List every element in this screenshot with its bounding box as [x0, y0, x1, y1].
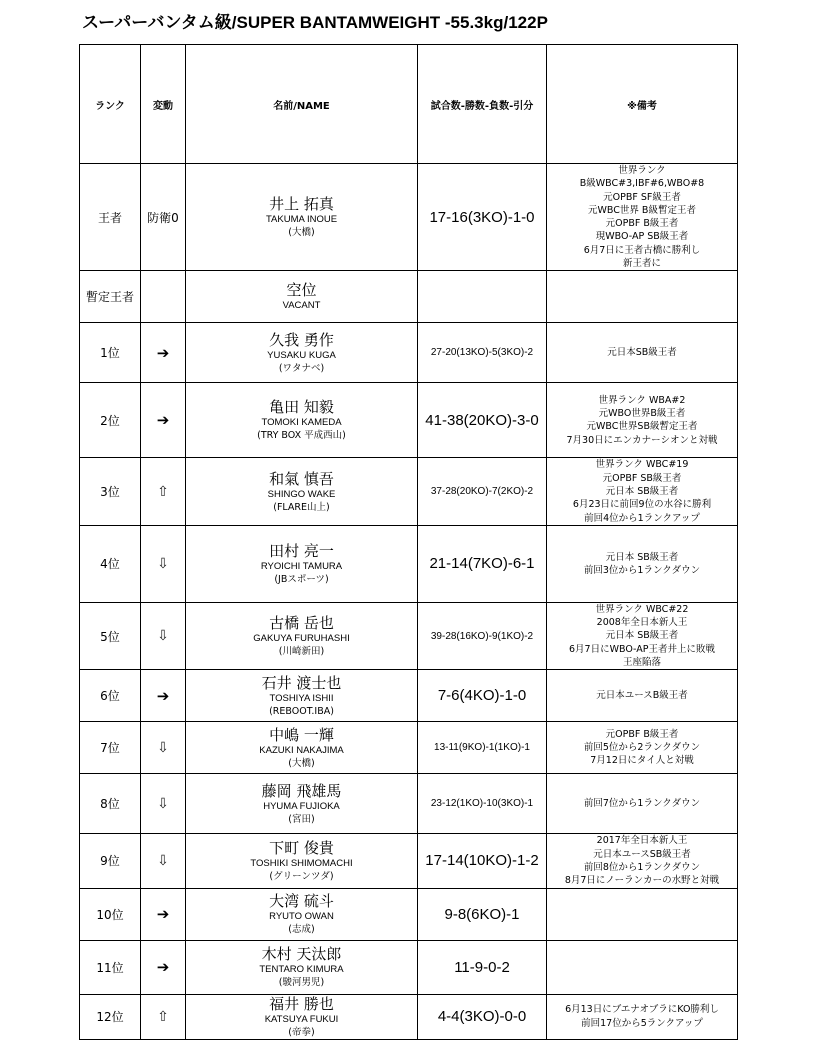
boxer-name-jp: 中嶋 一輝 [269, 725, 334, 744]
change-cell [141, 722, 186, 774]
note-line: 前回17位から5ランクアップ [581, 1017, 703, 1029]
header-change: 変動 [141, 45, 186, 164]
table-row [80, 940, 738, 994]
note-line: 2008年全日本新人王 [596, 617, 688, 629]
page-title: スーパーバンタム級/SUPER BANTAMWEIGHT -55.3kg/122P [82, 13, 548, 32]
rank-cell: 11位 [80, 940, 141, 994]
notes-cell [547, 323, 738, 383]
rank-cell: 9位 [80, 834, 141, 888]
note-line: 7月12日にタイ人と対戦 [590, 755, 694, 767]
note-line: 世界ランク WBA#2 [598, 394, 686, 406]
right-arrow-icon: ➔ [156, 905, 170, 924]
record-cell: 39-28(16KO)-9(1KO)-2 [418, 602, 547, 669]
name-cell [186, 164, 418, 271]
note-line: 元日本SB級王者 [607, 347, 677, 359]
boxer-gym: (REBOOT.IBA) [269, 705, 334, 717]
name-cell [186, 458, 418, 525]
rank-cell: 10位 [80, 888, 141, 940]
note-line: 元日本 SB級王者 [605, 485, 679, 497]
rank-cell: 1位 [80, 323, 141, 383]
table-row [80, 670, 738, 722]
note-line: 世界ランク WBC#19 [595, 459, 689, 471]
note-line: 6月7日にWBO-AP王者井上に敗戦 [568, 643, 716, 655]
table-row [80, 774, 738, 834]
down-arrow-icon: ⇩ [157, 555, 169, 572]
rank-cell: 5位 [80, 602, 141, 669]
record-cell: 23-12(1KO)-10(3KO)-1 [418, 774, 547, 834]
boxer-name-en: RYOICHI TAMURA [260, 560, 343, 572]
note-line: B級WBC#3,IBF#6,WBO#8 [579, 178, 705, 190]
name-cell [186, 323, 418, 383]
down-arrow-icon: ⇩ [157, 628, 169, 645]
boxer-name-jp: 下町 俊貴 [269, 838, 334, 857]
header-record: 試合数-勝数-負数-引分 [418, 45, 547, 164]
notes-cell [547, 774, 738, 834]
boxer-name-en: KAZUKI NAKAJIMA [259, 744, 344, 756]
boxer-name-jp: 空位 [286, 281, 317, 300]
boxer-name-en: HYUMA FUJIOKA [263, 800, 340, 812]
defense-count: 防衛0 [147, 210, 179, 225]
table-row [80, 994, 738, 1039]
note-line: 元OPBF B級王者 [605, 218, 679, 230]
notes-cell [547, 888, 738, 940]
note-line: 元WBC世界 B級暫定王者 [588, 204, 696, 216]
note-line: 元日本 SB級王者 [605, 630, 679, 642]
notes-cell [547, 834, 738, 888]
record-cell: 13-11(9KO)-1(1KO)-1 [418, 722, 547, 774]
boxer-name-en: KATSUYA FUKUI [264, 1013, 339, 1025]
rank-cell: 4位 [80, 525, 141, 602]
header-name: 名前/NAME [186, 45, 418, 164]
boxer-name-jp: 大湾 硫斗 [269, 892, 334, 911]
boxer-name-en: TOMOKI KAMEDA [261, 417, 342, 429]
note-line: 元OPBF SB級王者 [602, 472, 682, 484]
record-cell: 37-28(20KO)-7(2KO)-2 [418, 458, 547, 525]
rank-cell: 12位 [80, 994, 141, 1039]
header-rank: ランク [80, 45, 141, 164]
note-line: 世界ランク WBC#22 [595, 603, 689, 615]
boxer-name-jp: 石井 渡士也 [261, 673, 342, 692]
up-arrow-icon: ⇧ [157, 483, 169, 500]
record-cell [418, 271, 547, 323]
name-cell [186, 774, 418, 834]
note-line: 7月30日にエンカナーシオンと対戦 [566, 434, 718, 446]
down-arrow-icon: ⇩ [157, 852, 169, 869]
boxer-gym: (TRY BOX 平成西山) [257, 430, 346, 442]
record-cell: 9-8(6KO)-1 [418, 888, 547, 940]
boxer-name-jp: 木村 天汰郎 [261, 945, 342, 964]
boxer-name-jp: 古橋 岳也 [269, 614, 334, 633]
right-arrow-icon: ➔ [156, 343, 170, 362]
boxer-gym: (FLARE山上) [273, 501, 330, 513]
boxer-name-jp: 藤岡 飛雄馬 [261, 781, 342, 800]
note-line: 元WBO世界B級王者 [598, 408, 686, 420]
boxer-name-en: TOSHIKI SHIMOMACHI [250, 857, 353, 869]
boxer-gym: (大橋) [288, 757, 315, 769]
boxer-gym: (グリーンツダ) [269, 870, 334, 882]
table-row [80, 834, 738, 888]
rank-cell: 3位 [80, 458, 141, 525]
name-cell [186, 670, 418, 722]
note-line: 前回3位から1ランクダウン [583, 564, 701, 576]
notes-cell [547, 670, 738, 722]
note-line: 6月7日に王者古橋に勝利し [583, 244, 701, 256]
name-cell [186, 722, 418, 774]
down-arrow-icon: ⇩ [157, 795, 169, 812]
boxer-name-jp: 亀田 知毅 [269, 398, 334, 417]
table-row [80, 271, 738, 323]
name-cell [186, 525, 418, 602]
note-line: 元日本ユースB級王者 [596, 690, 688, 702]
table-row [80, 458, 738, 525]
table-header-row [80, 45, 738, 164]
table-row [80, 722, 738, 774]
record-cell: 17-16(3KO)-1-0 [418, 164, 547, 271]
change-cell [141, 383, 186, 458]
rank-cell: 7位 [80, 722, 141, 774]
table-row [80, 525, 738, 602]
notes-cell [547, 458, 738, 525]
record-cell: 11-9-0-2 [418, 940, 547, 994]
boxer-name-en: GAKUYA FURUHASHI [253, 633, 350, 645]
change-cell [141, 602, 186, 669]
change-cell [141, 670, 186, 722]
right-arrow-icon: ➔ [156, 411, 170, 430]
note-line: 6月23日に前回9位の水谷に勝利 [572, 499, 712, 511]
notes-cell [547, 271, 738, 323]
name-cell [186, 602, 418, 669]
note-line: 前回5位から2ランクダウン [583, 742, 701, 754]
rank-cell: 暫定王者 [80, 271, 141, 323]
note-line: 元WBC世界SB級暫定王者 [586, 421, 698, 433]
change-cell [141, 458, 186, 525]
boxer-gym: (川崎新田) [278, 646, 325, 658]
boxer-name-jp: 福井 勝也 [269, 994, 334, 1013]
down-arrow-icon: ⇩ [157, 739, 169, 756]
notes-cell [547, 525, 738, 602]
table-row [80, 888, 738, 940]
boxer-gym: (駿河男児) [278, 977, 325, 989]
record-cell: 7-6(4KO)-1-0 [418, 670, 547, 722]
note-line: 前回8位から1ランクダウン [583, 861, 701, 873]
note-line: 前回7位から1ランクダウン [583, 798, 701, 810]
right-arrow-icon: ➔ [156, 958, 170, 977]
notes-cell [547, 940, 738, 994]
ranking-table [79, 44, 738, 1040]
note-line: 現WBO-AP SB級王者 [595, 231, 689, 243]
boxer-gym: (ワタナベ) [278, 362, 325, 374]
boxer-name-jp: 井上 拓真 [269, 195, 334, 214]
name-cell [186, 383, 418, 458]
rank-cell: 6位 [80, 670, 141, 722]
boxer-name-en: RYUTO OWAN [269, 911, 334, 923]
note-line: 6月13日にブエナオブラにKO勝利し [565, 1004, 719, 1016]
note-line: 王座陥落 [622, 657, 661, 669]
change-cell [141, 271, 186, 323]
change-cell [141, 834, 186, 888]
notes-cell [547, 164, 738, 271]
record-cell: 17-14(10KO)-1-2 [418, 834, 547, 888]
change-cell [141, 164, 186, 271]
name-cell [186, 271, 418, 323]
note-line: 元OPBF SF級王者 [603, 191, 681, 203]
change-cell [141, 323, 186, 383]
table-row [80, 323, 738, 383]
boxer-name-en: YUSAKU KUGA [267, 349, 336, 361]
change-cell [141, 888, 186, 940]
boxer-name-en: SHINGO WAKE [267, 488, 336, 500]
note-line: 前回4位から1ランクアップ [584, 512, 700, 524]
up-arrow-icon: ⇧ [157, 1008, 169, 1025]
boxer-name-jp: 和氣 慎吾 [269, 469, 334, 488]
right-arrow-icon: ➔ [156, 686, 170, 705]
boxer-gym: (帝拳) [288, 1026, 315, 1038]
note-line: 元OPBF B級王者 [605, 728, 679, 740]
boxer-name-en: TAKUMA INOUE [265, 214, 338, 226]
rank-cell: 2位 [80, 383, 141, 458]
boxer-name-jp: 久我 勇作 [269, 330, 334, 349]
table-row [80, 602, 738, 669]
boxer-gym: (大橋) [288, 227, 315, 239]
note-line: 8月7日にノーランカーの水野と対戦 [564, 875, 720, 887]
name-cell [186, 834, 418, 888]
boxer-name-en: TENTARO KIMURA [259, 964, 344, 976]
header-notes: ※備考 [547, 45, 738, 164]
note-line: 元日本 SB級王者 [605, 551, 679, 563]
boxer-gym: (宮田) [288, 813, 315, 825]
notes-cell [547, 602, 738, 669]
change-cell [141, 774, 186, 834]
name-cell [186, 994, 418, 1039]
rank-cell: 8位 [80, 774, 141, 834]
note-line: 世界ランク [618, 165, 666, 176]
boxer-name-en: TOSHIYA ISHII [269, 692, 334, 704]
name-cell [186, 888, 418, 940]
boxer-name-jp: 田村 亮一 [269, 541, 334, 560]
notes-cell [547, 383, 738, 458]
record-cell: 41-38(20KO)-3-0 [418, 383, 547, 458]
notes-cell [547, 722, 738, 774]
note-line: 元日本ユースSB級王者 [593, 848, 691, 860]
boxer-gym: (JBスポーツ) [274, 573, 329, 585]
record-cell: 4-4(3KO)-0-0 [418, 994, 547, 1039]
note-line: 2017年全日本新人王 [596, 835, 688, 847]
change-cell [141, 525, 186, 602]
boxer-name-en: VACANT [282, 300, 321, 312]
rank-cell: 王者 [80, 164, 141, 271]
record-cell: 27-20(13KO)-5(3KO)-2 [418, 323, 547, 383]
notes-cell [547, 994, 738, 1039]
note-line: 新王者に [622, 258, 661, 270]
name-cell [186, 940, 418, 994]
table-row [80, 164, 738, 271]
change-cell [141, 940, 186, 994]
change-cell [141, 994, 186, 1039]
table-row [80, 383, 738, 458]
boxer-gym: (志成) [288, 924, 315, 936]
record-cell: 21-14(7KO)-6-1 [418, 525, 547, 602]
